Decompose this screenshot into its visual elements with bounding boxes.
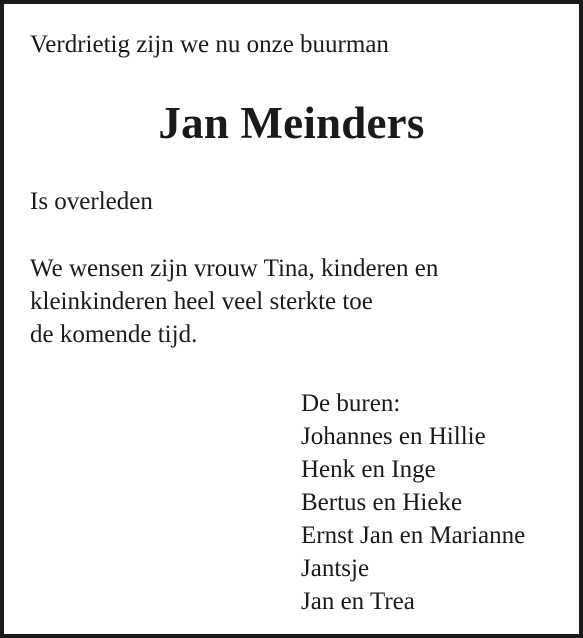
deceased-name: Jan Meinders xyxy=(158,98,425,148)
signer-item: Johannes en Hillie xyxy=(301,423,486,450)
wishes-line: kleinkinderen heel veel sterkte toe xyxy=(30,288,373,315)
signer-item: Bertus en Hieke xyxy=(301,489,463,516)
signer-item: Henk en Inge xyxy=(301,456,436,483)
signer-item: Jan en Trea xyxy=(301,588,415,615)
signers-list xyxy=(301,387,525,618)
wishes-paragraph xyxy=(30,252,438,351)
wishes-line: We wensen zijn vrouw Tina, kinderen en xyxy=(30,255,439,282)
wishes-line: de komende tijd. xyxy=(30,321,198,348)
signer-item: Jantsje xyxy=(301,555,370,582)
signer-item: Ernst Jan en Marianne xyxy=(301,522,526,549)
intro-text: Verdrietig zijn we nu onze buurman xyxy=(30,31,389,58)
signers-heading: De buren: xyxy=(301,390,401,417)
status-text: Is overleden xyxy=(30,188,153,215)
